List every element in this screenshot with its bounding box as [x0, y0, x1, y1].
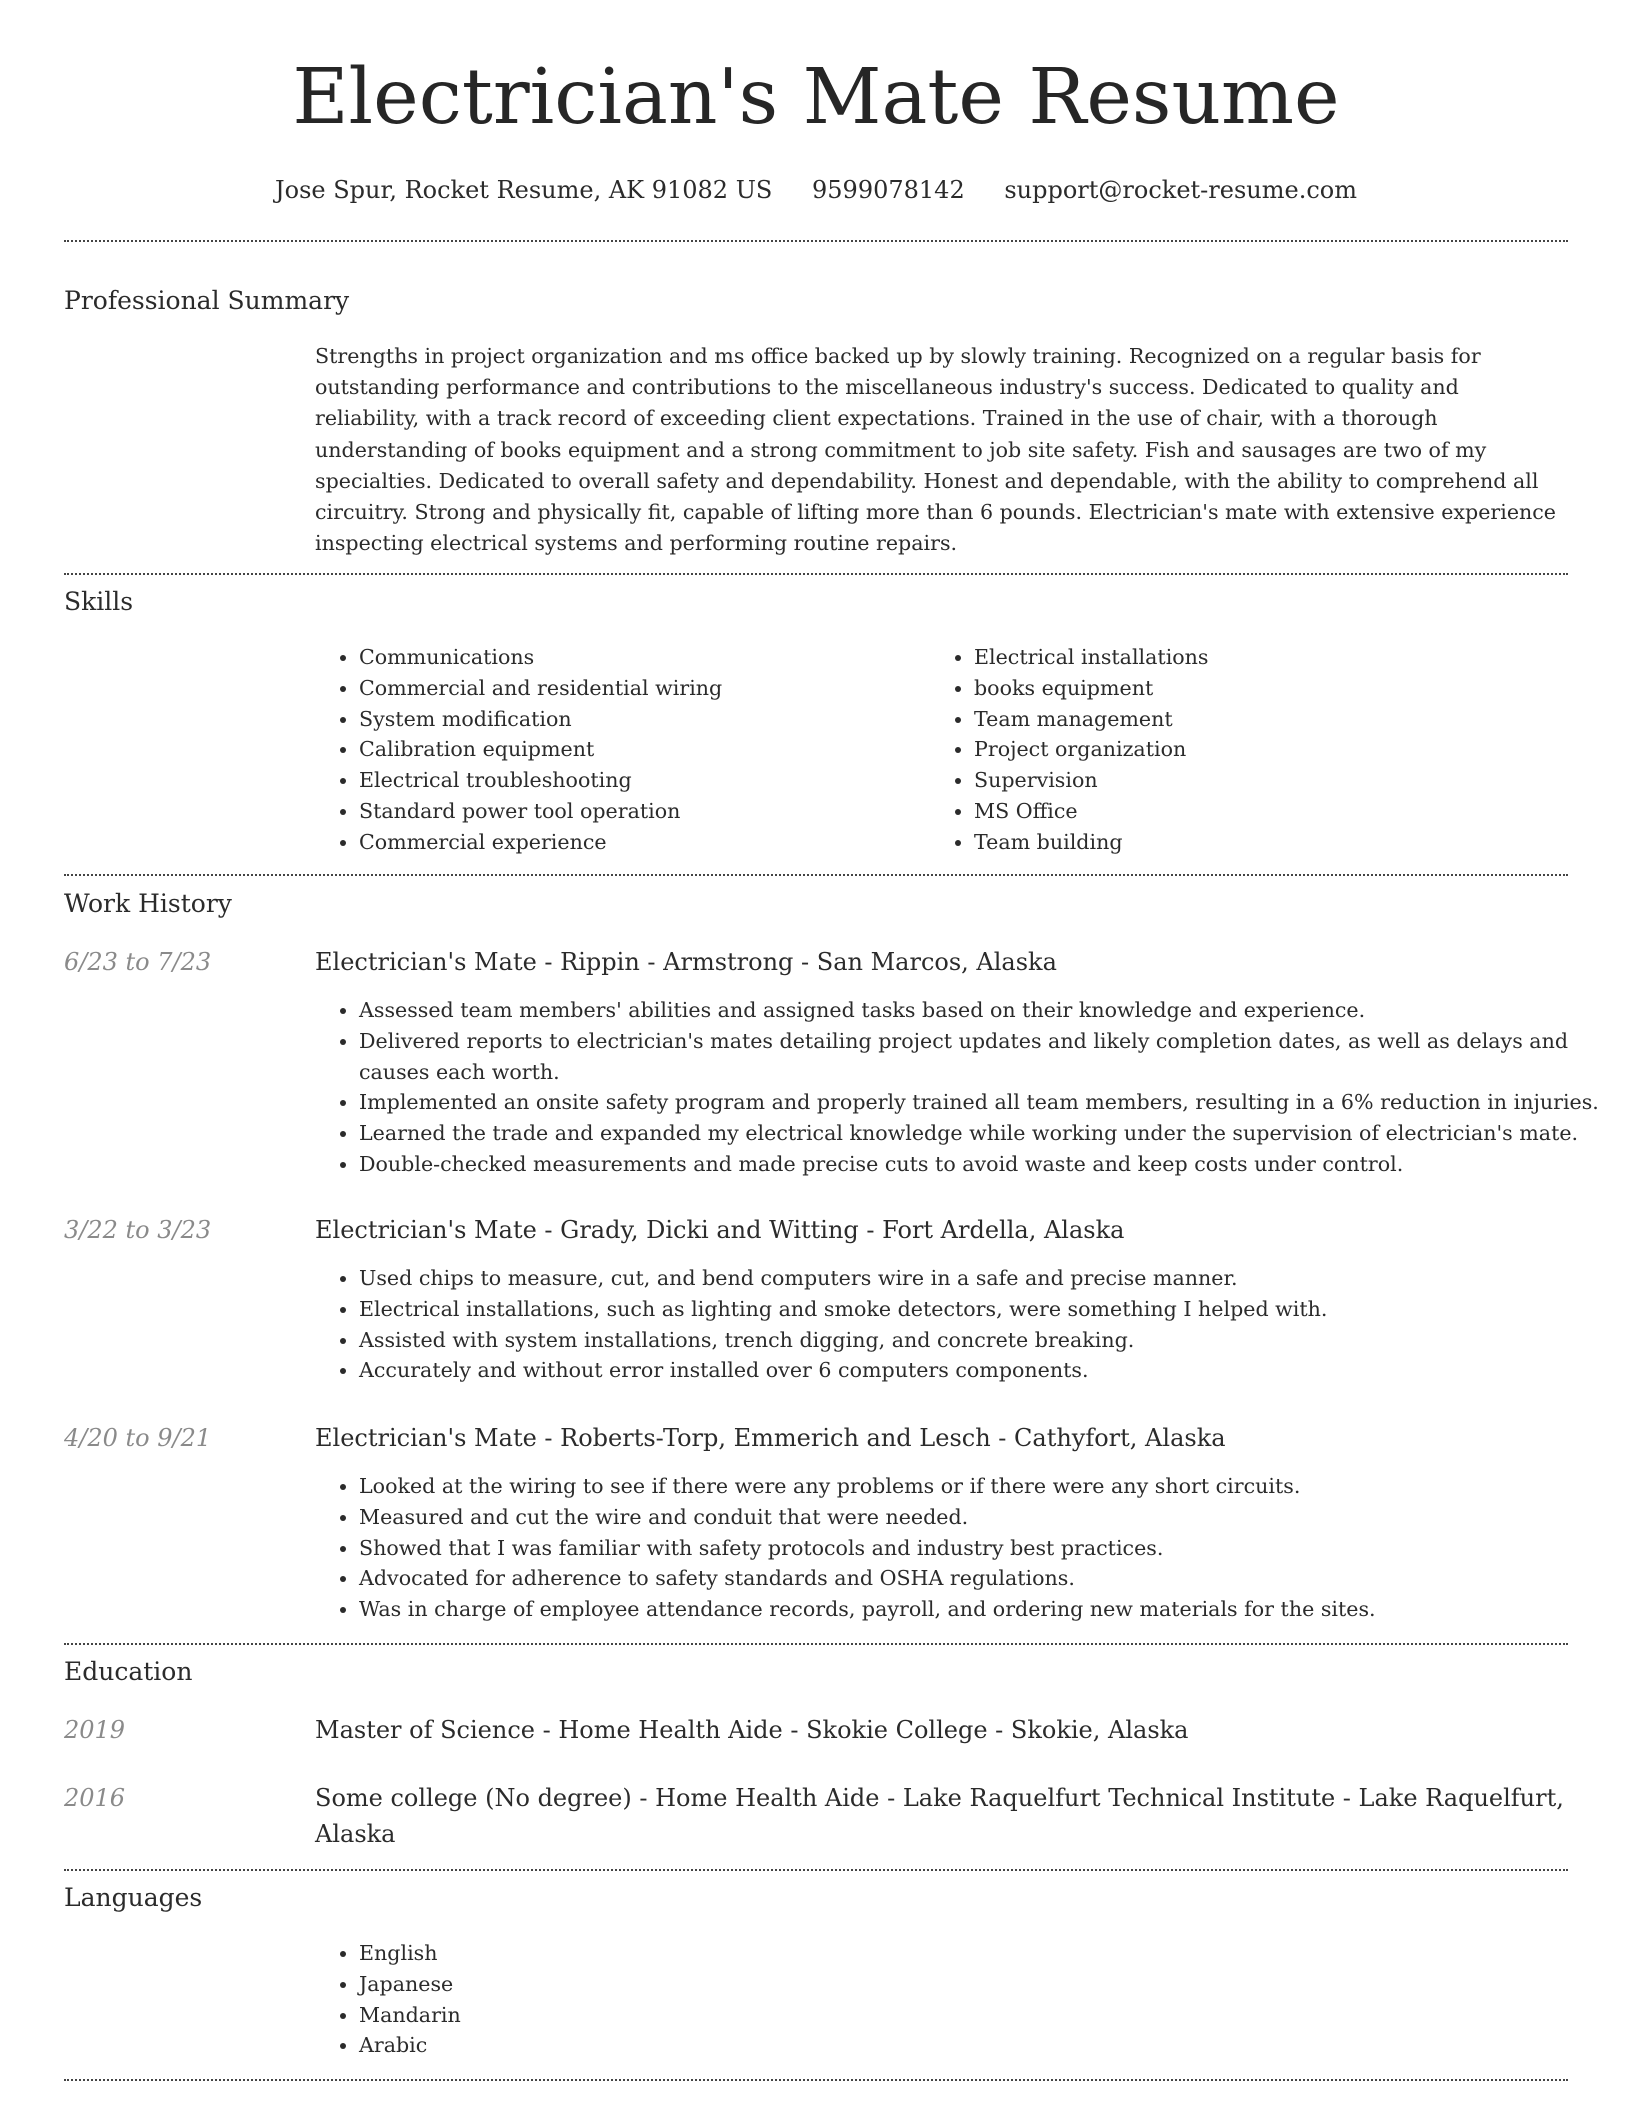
language-item: • Japanese	[359, 1969, 959, 2000]
skill-item: • MS Office	[974, 796, 1534, 827]
education-heading: Education	[64, 1657, 193, 1686]
language-item: • Arabic	[359, 2030, 959, 2061]
job-bullet: • Measured and cut the wire and conduit that were needed.	[359, 1502, 1612, 1533]
skill-item: • Team building	[974, 827, 1534, 858]
section-divider	[64, 1643, 1568, 1645]
section-divider	[64, 240, 1568, 242]
summary-heading: Professional Summary	[64, 286, 350, 315]
job-bullet: • Showed that I was familiar with safety protocols and industry best practices.	[359, 1533, 1612, 1564]
languages-heading: Languages	[64, 1883, 203, 1912]
skill-item: • Team management	[974, 704, 1534, 735]
education-details: - Skokie College - Skokie, Alaska	[782, 1716, 1189, 1744]
contact-email: support@rocket-resume.com	[1004, 176, 1357, 204]
job-bullet: • Electrical installations, such as lighting and smoke detectors, were something I helped with.	[359, 1294, 1612, 1325]
job-bullet: • Looked at the wiring to see if there were any problems or if there were any short circuits.	[359, 1471, 1612, 1502]
skills-list-left	[315, 642, 919, 858]
section-divider	[64, 874, 1568, 876]
job-bullet: • Advocated for adherence to safety standards and OSHA regulations.	[359, 1563, 1612, 1594]
education-year: 2016	[64, 1784, 126, 1812]
skills-heading: Skills	[64, 587, 134, 616]
skill-item: • Communications	[359, 642, 919, 673]
section-divider	[64, 1869, 1568, 1871]
job-bullet: • Implemented an onsite safety program and properly trained all team members, resulting in a 6% reduction in injuries.	[359, 1087, 1612, 1118]
job-bullet: • Learned the trade and expanded my electrical knowledge while working under the supervision of electrician's mate.	[359, 1118, 1612, 1149]
job-bullet: • Used chips to measure, cut, and bend computers wire in a safe and precise manner.	[359, 1263, 1612, 1294]
skills-list-right	[930, 642, 1534, 858]
job-heading	[315, 1420, 1568, 1456]
job-bullet: • Was in charge of employee attendance records, payroll, and ordering new materials for the sites.	[359, 1594, 1612, 1625]
section-divider	[64, 573, 1568, 575]
education-entry	[315, 1780, 1568, 1852]
education-year: 2019	[64, 1716, 126, 1744]
education-degree: Master of Science - Home Health Aide	[315, 1716, 783, 1744]
job-title: Electrician's Mate	[315, 1424, 537, 1452]
contact-address: Jose Spur, Rocket Resume, AK 91082 US	[275, 176, 773, 204]
job-heading	[315, 944, 1568, 980]
education-degree: Some college (No degree) - Home Health Aide	[315, 1784, 880, 1812]
job-dates: 4/20 to 9/21	[64, 1424, 212, 1452]
job-bullet: • Accurately and without error installed over 6 computers components.	[359, 1355, 1612, 1386]
skill-item: • Electrical troubleshooting	[359, 765, 919, 796]
section-divider	[64, 2079, 1568, 2081]
education-entry	[315, 1712, 1568, 1748]
contact-phone: 9599078142	[812, 176, 965, 204]
skill-item: • books equipment	[974, 673, 1534, 704]
job-details: - Roberts-Torp, Emmerich and Lesch - Cathyfort, Alaska	[536, 1424, 1226, 1452]
language-item: • English	[359, 1938, 959, 1969]
language-item: • Mandarin	[359, 2000, 959, 2031]
work-heading: Work History	[64, 889, 232, 918]
job-title: Electrician's Mate	[315, 1216, 537, 1244]
job-heading	[315, 1212, 1568, 1248]
skill-item: • Electrical installations	[974, 642, 1534, 673]
job-details: - Grady, Dicki and Witting - Fort Ardella, Alaska	[536, 1216, 1125, 1244]
skill-item: • Supervision	[974, 765, 1534, 796]
job-bullet: • Double-checked measurements and made precise cuts to avoid waste and keep costs under control.	[359, 1149, 1612, 1180]
job-bullet: • Delivered reports to electrician's mates detailing project updates and likely completion dates, as well as delays and causes each worth.	[359, 1026, 1612, 1088]
job-bullet: • Assisted with system installations, trench digging, and concrete breaking.	[359, 1325, 1612, 1356]
contact-line	[0, 170, 1632, 210]
resume-title: Electrician's Mate Resume	[292, 53, 1340, 142]
job-bullet: • Assessed team members' abilities and assigned tasks based on their knowledge and experience.	[359, 995, 1612, 1026]
job-dates: 3/22 to 3/23	[64, 1216, 212, 1244]
skill-item: • System modification	[359, 704, 919, 735]
education-details: - Lake Raquelfurt Technical Institute - Lake Raquelfurt, Alaska	[315, 1784, 1564, 1848]
job-bullets	[315, 1263, 1612, 1386]
skill-item: • Commercial experience	[359, 827, 919, 858]
job-title: Electrician's Mate	[315, 948, 537, 976]
skill-item: • Standard power tool operation	[359, 796, 919, 827]
summary-text: Strengths in project organization and ms office backed up by slowly training. Recognized on a regular basis for outstanding performance and contributions to the miscellaneous industry's success. Dedicated to quality and reliability, with a track record of exceeding client expectations. Trained in the use of chair, with a thorough understanding of books equipment and a strong commitment to job site safety. Fish and sausages are two of my specialties. Dedicated to overall safety and dependability. Honest and dependable, with the ability to comprehend all circuitry. Strong and physically fit, capable of lifting more than 6 pounds. Electrician's mate with extensive experience inspecting electrical systems and performing routine repairs.	[315, 344, 1556, 556]
skill-item: • Calibration equipment	[359, 734, 919, 765]
job-bullets	[315, 995, 1612, 1180]
job-bullets	[315, 1471, 1612, 1625]
skill-item: • Commercial and residential wiring	[359, 673, 919, 704]
job-dates: 6/23 to 7/23	[64, 948, 212, 976]
job-details: - Rippin - Armstrong - San Marcos, Alaska	[536, 948, 1057, 976]
skill-item: • Project organization	[974, 734, 1534, 765]
languages-list	[315, 1938, 959, 2061]
